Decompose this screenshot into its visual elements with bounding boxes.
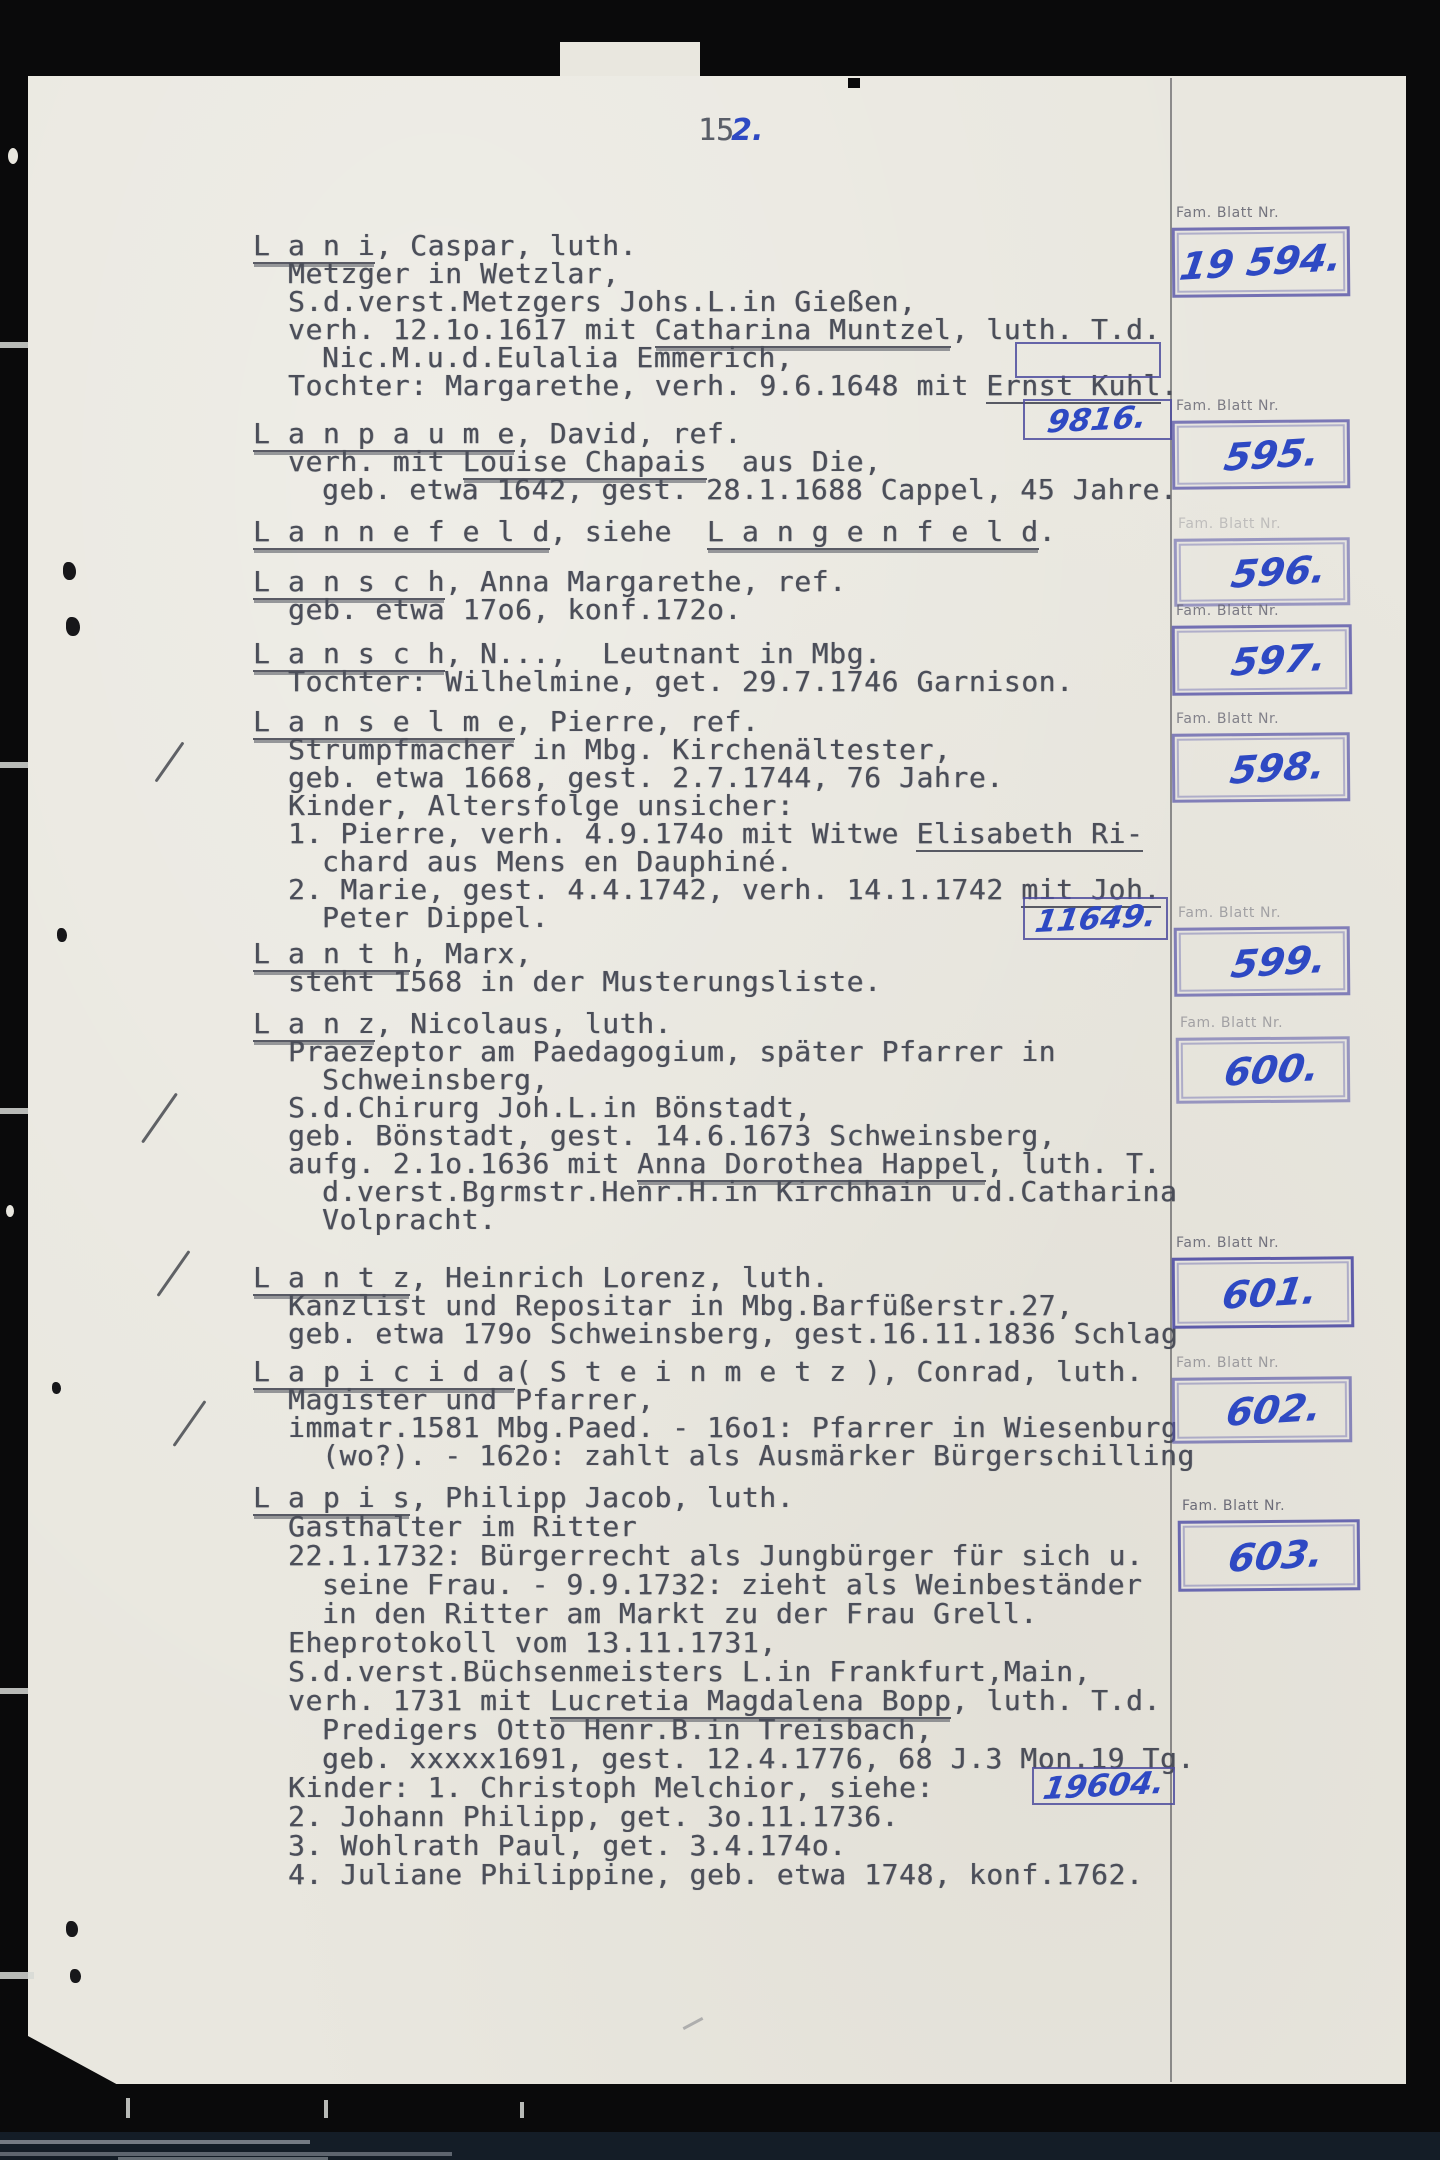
text-segment: verh. 1731 mit [288, 1684, 550, 1717]
surname-underlined: L a p i s [253, 1481, 411, 1514]
text-segment: geb. etwa 1668, gest. 2.7.1744, 76 Jahre. [288, 761, 1004, 794]
entry-line [288, 817, 1144, 850]
entry-line [288, 313, 1161, 346]
entry-line [288, 733, 952, 766]
fam-blatt-nr-box [1178, 1519, 1361, 1592]
entry-line [322, 1439, 1195, 1472]
text-segment: Magister und Pfarrer, [288, 1383, 655, 1416]
surname-underlined: L a n i [253, 229, 376, 262]
fam-blatt-nr-label: Fam. Blatt Nr. [1176, 1355, 1280, 1371]
text-segment: steht 1568 in der Musterungsliste. [288, 965, 882, 998]
fam-blatt-nr-label: Fam. Blatt Nr. [1180, 1015, 1284, 1031]
person-name-underlined: mit Joh. [1021, 873, 1161, 906]
ink-dot [70, 1969, 81, 1983]
fam-blatt-nr-value: 602. [1223, 1385, 1325, 1435]
surname-underlined: L a n z [253, 1007, 376, 1040]
surname-underlined: L a p i c i d a [253, 1355, 515, 1388]
fam-blatt-nr-box [1172, 732, 1351, 803]
text-segment: , luth. T.d. [951, 313, 1161, 346]
surname-underlined: L a n g e n f e l d [706, 515, 1039, 548]
fam-blatt-nr-box [1172, 1376, 1353, 1444]
entry-header-line [253, 1481, 795, 1514]
text-segment: Peter Dippel. [322, 901, 549, 934]
fam-blatt-nr-value: 598. [1227, 742, 1329, 793]
inline-reference-value: 19604. [1040, 1764, 1167, 1808]
text-segment: Tochter: Wilhelmine, get. 29.7.1746 Garnison. [288, 665, 1074, 698]
text-segment: seine Frau. - 9.9.1732: zieht als Weinbeständer [322, 1568, 1143, 1601]
text-segment: 4. Juliane Philippine, geb. etwa 1748, konf.1762. [288, 1858, 1144, 1891]
entry-line [288, 1383, 655, 1416]
text-segment: verh. 12.1o.1617 mit [288, 313, 655, 346]
fam-blatt-nr-box [1176, 1036, 1351, 1104]
surname-underlined: L a n s e l m e [253, 705, 515, 738]
fam-blatt-nr-value: 19 594. [1176, 235, 1346, 289]
text-segment: 22.1.1732: Bürgerrecht als Jungbürger für sich u. [288, 1539, 1144, 1572]
entry-line [288, 1317, 1179, 1350]
fam-blatt-nr-label: Fam. Blatt Nr. [1178, 516, 1282, 532]
text-segment: aufg. 2.1o.1636 mit [288, 1147, 638, 1180]
text-segment: d.verst.Bgrmstr.Henr.H.in Kirchhain u.d.Catharina [322, 1175, 1178, 1208]
person-name-underlined: Anna Dorothea Happel [637, 1147, 987, 1180]
fam-blatt-nr-box [1174, 926, 1351, 997]
entry-line [322, 845, 794, 878]
entry-line [288, 445, 882, 478]
entry-line [288, 1655, 1092, 1688]
scanner-streak [0, 2152, 452, 2156]
fam-blatt-nr-label: Fam. Blatt Nr. [1178, 905, 1282, 921]
text-segment: geb. etwa 17o6, konf.172o. [288, 593, 742, 626]
entry-line [322, 1597, 1038, 1630]
text-segment: , Marx, [410, 937, 533, 970]
surname-underlined: L a n n e f e l d [253, 515, 550, 548]
entry-header-line [253, 229, 638, 262]
text-segment: 1. Pierre, verh. 4.9.174o mit Witwe [288, 817, 917, 850]
entry-line [322, 901, 549, 934]
text-segment: , Nicolaus, luth. [375, 1007, 672, 1040]
scan-border-top [0, 0, 1440, 76]
fam-blatt-nr-value: 601. [1219, 1267, 1321, 1318]
fam-blatt-nr-value: 603. [1225, 1530, 1327, 1581]
surname-underlined: L a n t z [253, 1261, 411, 1294]
entry-header-line [253, 1261, 830, 1294]
text-segment: geb. xxxxx1691, gest. 12.4.1776, 68 J.3 Mon.19 Tg. [322, 1742, 1195, 1775]
text-segment: aus Die, [706, 445, 882, 478]
text-segment: in den Ritter am Markt zu der Frau Grell. [322, 1597, 1038, 1630]
person-name-underlined: Louise Chapais [462, 445, 707, 478]
entry-line [322, 1203, 497, 1236]
fam-blatt-nr-label: Fam. Blatt Nr. [1176, 603, 1280, 619]
fam-blatt-nr-label: Fam. Blatt Nr. [1182, 1498, 1286, 1514]
entry-line [288, 965, 882, 998]
entry-line [288, 1858, 1144, 1891]
inline-reference-value: 9816. [1045, 398, 1150, 441]
text-segment: , Philipp Jacob, luth. [410, 1481, 795, 1514]
scan-border-left [0, 0, 28, 2160]
text-segment: Kinder: 1. Christoph Melchior, siehe: [288, 1771, 934, 1804]
scan-border-right [1406, 0, 1440, 2160]
person-name-underlined: Elisabeth Ri- [916, 817, 1144, 850]
entry-line [288, 285, 917, 318]
scan-bottom-tick [520, 2102, 524, 2118]
fam-blatt-nr-label: Fam. Blatt Nr. [1176, 711, 1280, 727]
entry-line [322, 341, 794, 374]
inline-reference-box [1023, 399, 1172, 440]
fam-blatt-nr-box [1174, 537, 1351, 607]
inline-empty-box [1015, 342, 1161, 378]
fam-blatt-nr-label: Fam. Blatt Nr. [1176, 398, 1280, 414]
person-name-underlined: Ernst Kuhl [986, 369, 1161, 402]
entry-line [288, 1829, 847, 1862]
fam-blatt-nr-box [1172, 419, 1351, 490]
text-segment: Strumpfmacher in Mbg. Kirchenältester, [288, 733, 952, 766]
entry-header-line [253, 637, 882, 670]
entry-line [288, 1800, 900, 1833]
person-name-underlined: Catharina Muntzel [654, 313, 952, 346]
surname-underlined: L a n s c h [253, 565, 446, 598]
text-segment: Kanzlist und Repositar in Mbg.Barfüßerstr.27, [288, 1289, 1074, 1322]
entry-header-line [253, 1355, 1144, 1388]
scan-left-tick [0, 1108, 28, 1114]
fam-blatt-nr-value: 597. [1228, 634, 1330, 685]
entry-line [288, 1035, 1057, 1068]
ink-dot [66, 617, 80, 636]
surname-underlined: L a n s c h [253, 637, 446, 670]
entry-line [288, 1119, 1057, 1152]
text-segment: S.d.verst.Büchsenmeisters L.in Frankfurt,Main, [288, 1655, 1092, 1688]
text-segment: Kinder, Altersfolge unsicher: [288, 789, 795, 822]
text-segment: Gasthalter im Ritter [288, 1510, 638, 1543]
entry-line [322, 473, 1178, 506]
text-segment: immatr.1581 Mbg.Paed. - 16o1: Pfarrer in Wiesenburg [288, 1411, 1179, 1444]
entry-line [322, 1175, 1178, 1208]
entry-line [288, 257, 620, 290]
text-segment: (wo?). - 162o: zahlt als Ausmärker Bürgerschilling [322, 1439, 1195, 1472]
fam-blatt-nr-value: 600. [1221, 1045, 1323, 1095]
text-segment: S.d.verst.Metzgers Johs.L.in Gießen, [288, 285, 917, 318]
text-segment: , Caspar, luth. [375, 229, 638, 262]
scan-border-top-notch [560, 42, 700, 76]
entry-line [288, 1684, 1161, 1717]
text-segment: Praezeptor am Paedagogium, später Pfarrer in [288, 1035, 1057, 1068]
page-number [698, 114, 763, 148]
text-segment: , luth. T.d. [951, 1684, 1161, 1717]
surname-underlined: L a n t h [253, 937, 411, 970]
text-segment: , luth. T. [986, 1147, 1161, 1180]
text-segment: geb. Bönstadt, gest. 14.6.1673 Schweinsberg, [288, 1119, 1057, 1152]
page-number-handwritten: 2. [731, 113, 764, 148]
ink-dot [57, 928, 67, 942]
text-segment: Eheprotokoll vom 13.11.1731, [288, 1626, 777, 1659]
text-segment: , N..., Leutnant in Mbg. [445, 637, 882, 670]
text-segment: ( S t e i n m e t z ), Conrad, luth. [514, 1355, 1144, 1388]
text-segment: chard aus Mens en Dauphiné. [322, 845, 794, 878]
text-segment: , Pierre, ref. [514, 705, 760, 738]
entry-header-line [253, 565, 847, 598]
entry-line [288, 1626, 777, 1659]
fam-blatt-nr-value: 599. [1228, 936, 1330, 987]
inline-reference-box [1032, 1764, 1175, 1808]
scan-left-speck [6, 1205, 14, 1217]
text-segment: 3. Wohlrath Paul, get. 3.4.174o. [288, 1829, 847, 1862]
text-segment: , David, ref. [514, 417, 742, 450]
entry-line [288, 761, 1004, 794]
text-segment: , siehe [549, 515, 707, 548]
person-name-underlined: Lucretia Magdalena Bopp [549, 1684, 952, 1717]
entry-line [288, 665, 1074, 698]
entry-header-line [253, 515, 1057, 548]
entry-line [322, 1568, 1143, 1601]
scanner-streak [0, 2140, 310, 2144]
text-segment: , Heinrich Lorenz, luth. [410, 1261, 830, 1294]
entry-header-line [253, 705, 760, 738]
ink-dot [63, 562, 76, 580]
fam-blatt-nr-label: Fam. Blatt Nr. [1176, 1235, 1280, 1251]
fam-blatt-nr-box [1172, 624, 1353, 696]
inline-reference-box [1023, 897, 1168, 940]
entry-line [288, 1510, 638, 1543]
text-segment: geb. etwa 179o Schweinsberg, gest.16.11.1836 Schlag [288, 1317, 1179, 1350]
entry-header-line [253, 1007, 672, 1040]
text-segment: S.d.Chirurg Joh.L.in Bönstadt, [288, 1091, 812, 1124]
entry-header-line [253, 417, 742, 450]
entry-line [288, 1411, 1179, 1444]
fam-blatt-nr-value: 595. [1221, 429, 1323, 480]
entry-line [288, 593, 742, 626]
scan-bottom-tick [324, 2100, 328, 2118]
surname-underlined: L a n p a u m e [253, 417, 515, 450]
fam-blatt-nr-box [1172, 1256, 1355, 1329]
inline-reference-value: 11649. [1032, 897, 1159, 940]
scan-left-tick [0, 1972, 34, 1979]
text-segment: . [1038, 515, 1057, 548]
scan-left-tick [0, 1688, 28, 1694]
entry-line [322, 1063, 549, 1096]
text-segment: Metzger in Wetzlar, [288, 257, 620, 290]
text-segment: 2. Marie, gest. 4.4.1742, verh. 14.1.1742 [288, 873, 1022, 906]
entry-line [288, 789, 795, 822]
text-segment: Predigers Otto Henr.B.in Treisbach, [322, 1713, 934, 1746]
text-segment: geb. etwa 1642, gest. 28.1.1688 Cappel, 45 Jahre. [322, 473, 1178, 506]
scan-speck [848, 78, 860, 88]
text-segment: verh. mit [288, 445, 463, 478]
entry-line [322, 1713, 934, 1746]
text-segment: , Anna Margarethe, ref. [445, 565, 847, 598]
page-number-typed: 15 [698, 113, 735, 148]
scan-bottom-tick [126, 2098, 130, 2118]
entry-line [288, 1771, 934, 1804]
ink-dot [52, 1382, 61, 1394]
text-segment: 2. Johann Philipp, get. 3o.11.1736. [288, 1800, 900, 1833]
text-segment: Volpracht. [322, 1203, 497, 1236]
entry-line [288, 1091, 812, 1124]
ink-dot [66, 1921, 78, 1937]
text-segment: . [1160, 369, 1179, 402]
entry-line [288, 1539, 1144, 1572]
fam-blatt-nr-value: 596. [1228, 546, 1330, 597]
fam-blatt-nr-label: Fam. Blatt Nr. [1176, 205, 1280, 221]
text-segment: Schweinsberg, [322, 1063, 549, 1096]
text-segment: Tochter: Margarethe, verh. 9.6.1648 mit [288, 369, 987, 402]
scan-left-speck [8, 148, 18, 164]
entry-header-line [253, 937, 533, 970]
entry-line [288, 1147, 1161, 1180]
scan-left-tick [0, 342, 28, 348]
scan-left-tick [0, 762, 28, 768]
fam-blatt-nr-box [1172, 226, 1351, 298]
text-segment: Nic.M.u.d.Eulalia Emmerich, [322, 341, 794, 374]
entry-line [288, 1289, 1074, 1322]
